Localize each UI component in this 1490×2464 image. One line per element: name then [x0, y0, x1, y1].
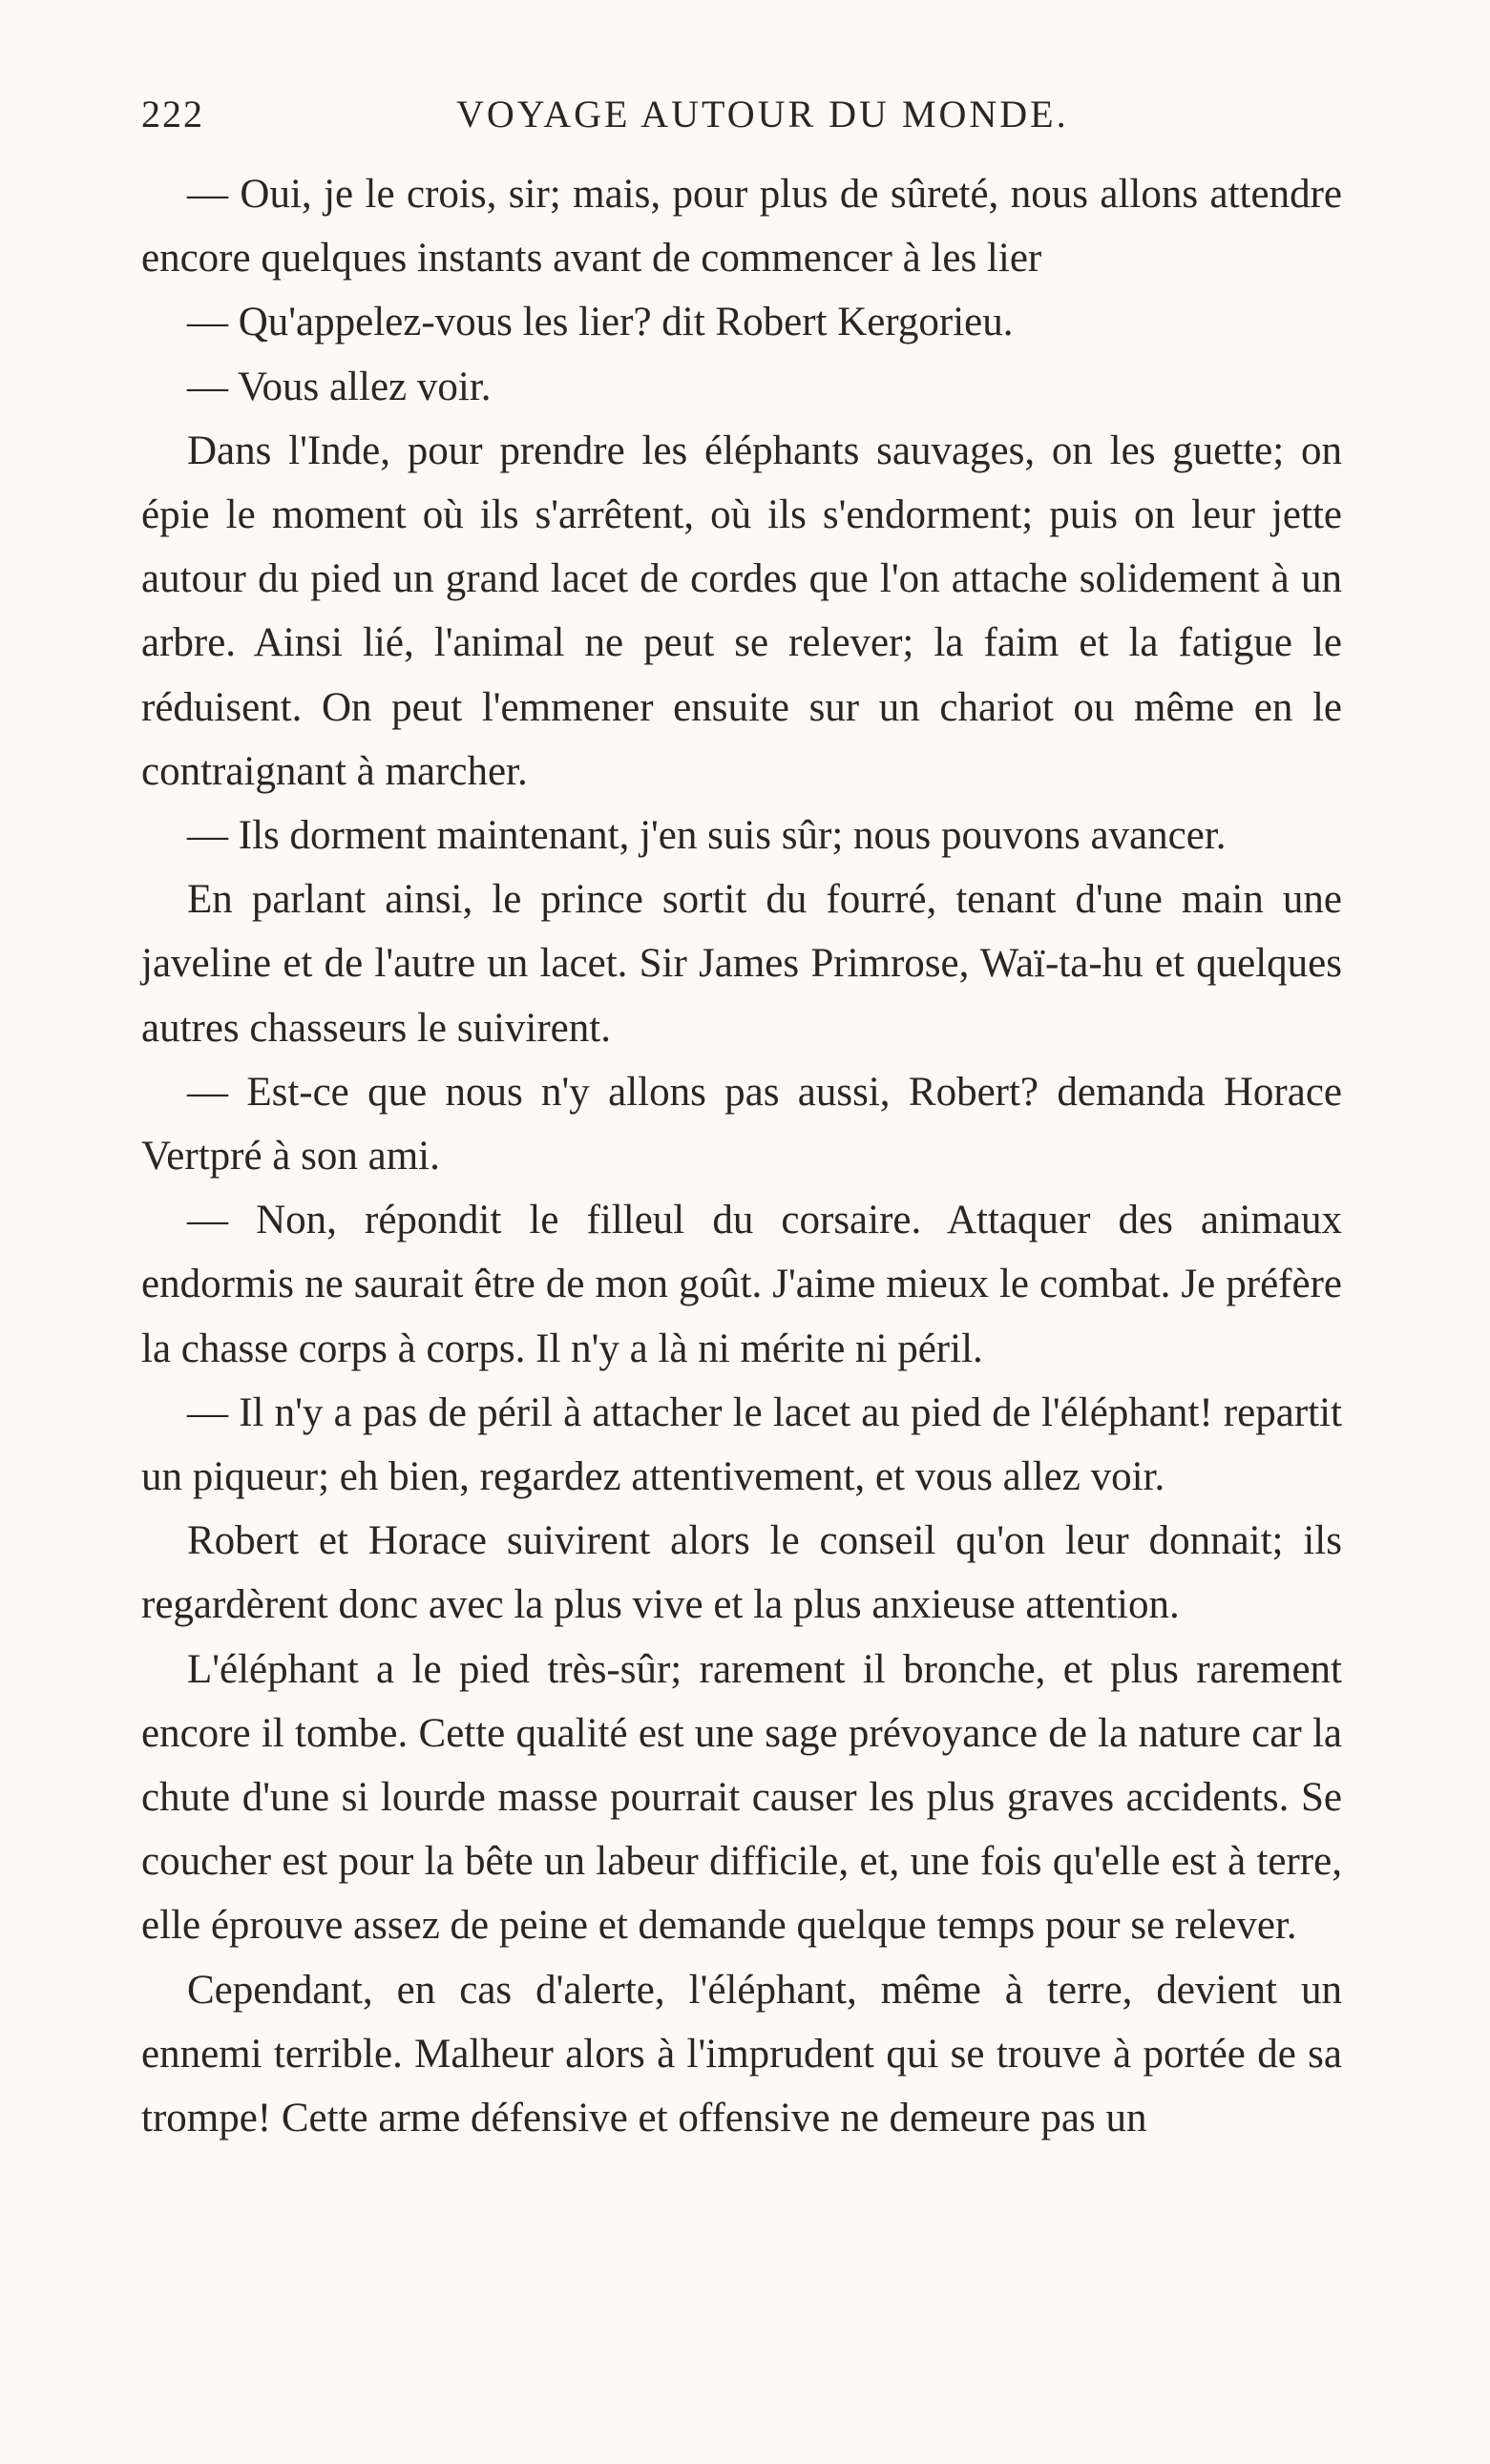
paragraph: Cependant, en cas d'alerte, l'éléphant, même à terre, devient un ennemi terrible. Malheur alors à l'imprudent qui se trouve à portée de sa trompe! Cette arme défensive et offensive ne demeure pas un [141, 1967, 1342, 2141]
paragraph: — Ils dorment maintenant, j'en suis sûr; nous pouvons avancer. [187, 813, 1227, 859]
paragraph: — Non, répondit le filleul du corsaire. Attaquer des animaux endormis ne saurait être de mon goût. J'aime mieux le combat. Je préfère la chasse corps à corps. Il n'y a là ni mérite ni péril. [141, 1198, 1342, 1371]
paragraph: — Est-ce que nous n'y allons pas aussi, Robert? demanda Horace Vertpré à son ami. [141, 1069, 1342, 1180]
running-title: VOYAGE AUTOUR DU MONDE. [456, 93, 1069, 136]
text-body [141, 162, 1342, 2150]
paragraph: L'éléphant a le pied très-sûr; rarement il bronche, et plus rarement encore il tombe. Cette qualité est une sage prévoyance de la nature car la chute d'une si lourde masse pourrait causer les plus graves accidents. Se coucher est pour la bête un labeur difficile, et, une fois qu'elle est à terre, elle éprouve assez de peine et demande quelque temps pour se relever. [141, 1646, 1342, 1949]
running-head [141, 92, 1344, 139]
paragraph: Robert et Horace suivirent alors le conseil qu'on leur donnait; ils regardèrent donc avec la plus vive et la plus anxieuse attention. [141, 1518, 1342, 1628]
paragraph: — Il n'y a pas de péril à attacher le lacet au pied de l'éléphant! repartit un piqueur; eh bien, regardez attentivement, et vous allez voir. [141, 1389, 1342, 1500]
paragraph: En parlant ainsi, le prince sortit du fourré, tenant d'une main une javeline et de l'autre un lacet. Sir James Primrose, Waï-ta-hu et quelques autres chasseurs le suivirent. [141, 877, 1342, 1051]
paragraph: — Vous allez voir. [187, 364, 492, 409]
paragraph: — Qu'appelez-vous les lier? dit Robert Kergorieu. [187, 300, 1014, 345]
paragraph: — Oui, je le crois, sir; mais, pour plus de sûreté, nous allons attendre encore quelques instants avant de commencer à les lier [141, 172, 1342, 282]
page-number: 222 [141, 93, 204, 136]
paragraph: Dans l'Inde, pour prendre les éléphants sauvages, on les guette; on épie le moment où ils s'arrêtent, où ils s'endorment; puis on leur jette autour du pied un grand lacet de cordes que l'on attache solidement à un arbre. Ainsi lié, l'animal ne peut se relever; la faim et la fatigue le réduisent. On peut l'emmener ensuite sur un chariot ou même en le contraignant à marcher. [141, 428, 1342, 794]
